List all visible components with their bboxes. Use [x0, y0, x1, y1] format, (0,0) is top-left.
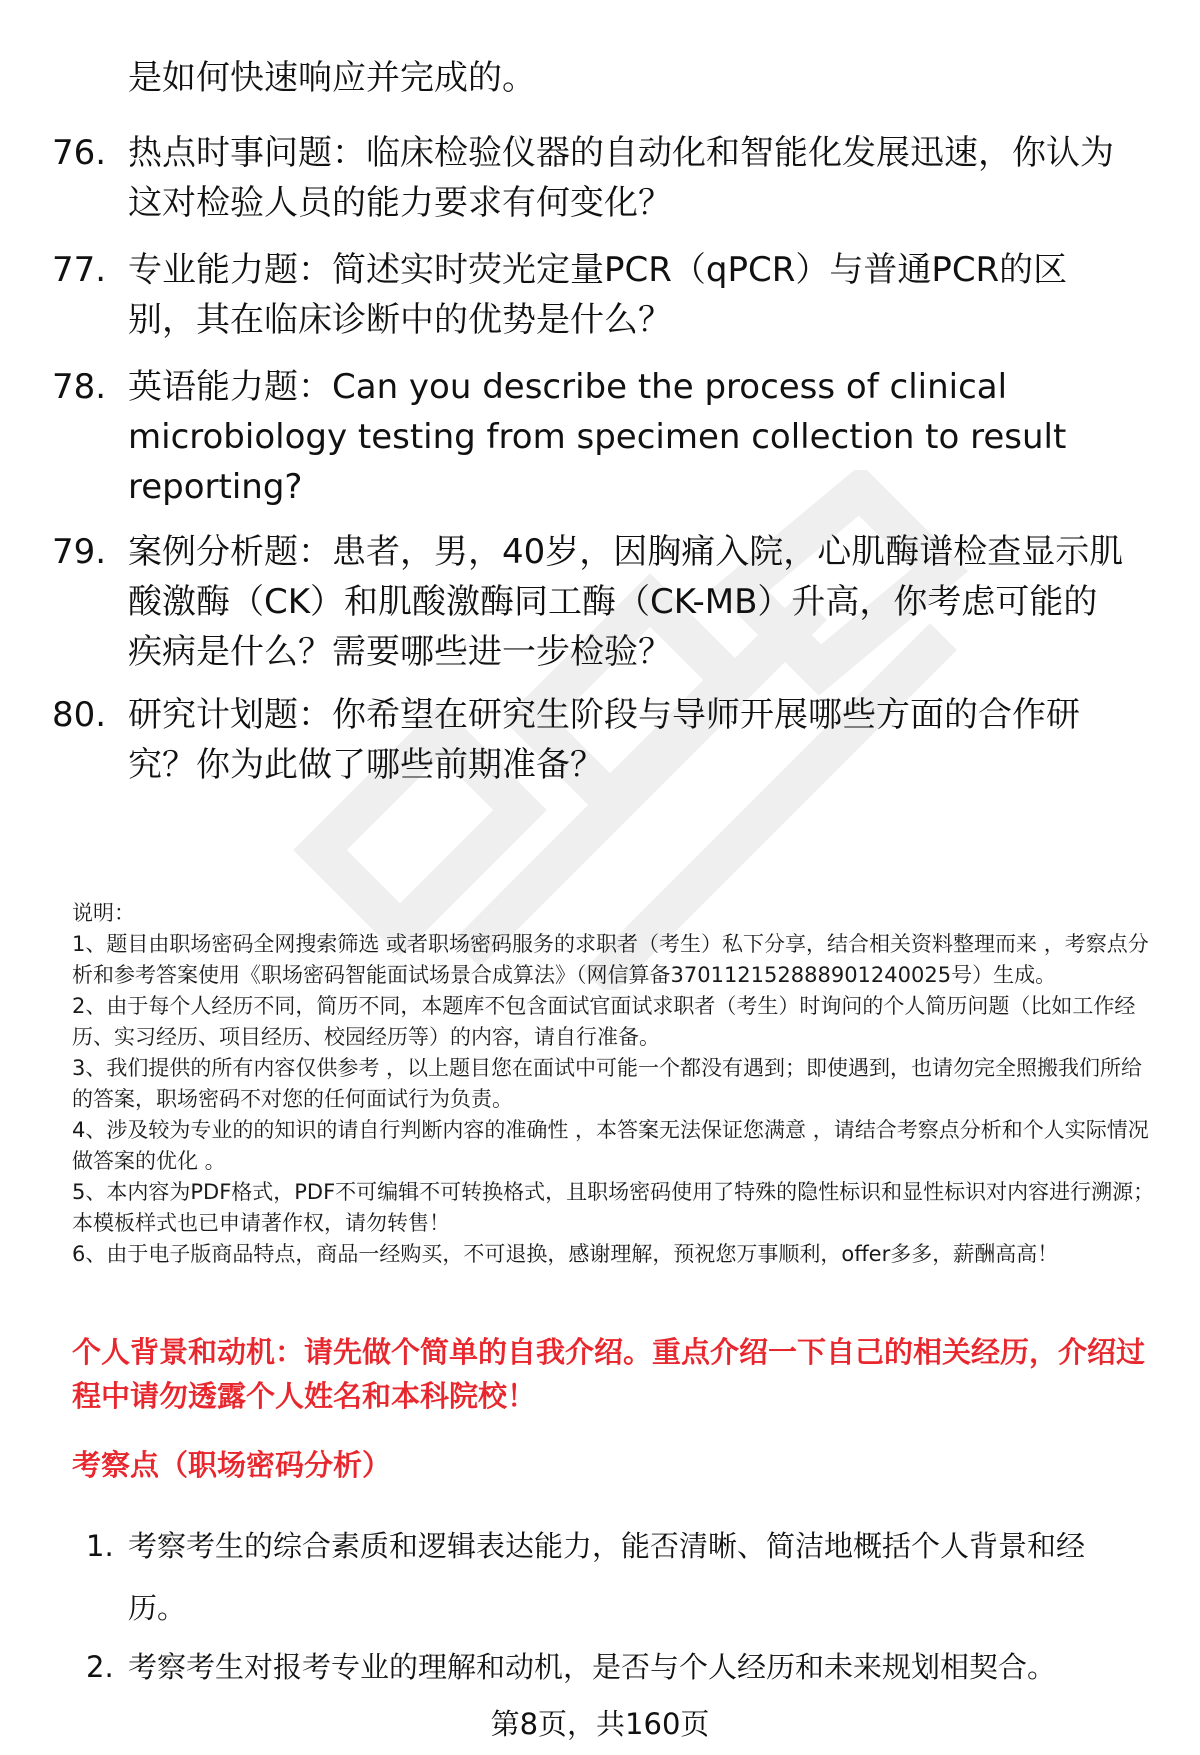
question-number: 77. — [52, 250, 107, 290]
section-subtitle: 考察点（职场密码分析） — [72, 1448, 392, 1482]
question-text: 专业能力题：简述实时荧光定量PCR（qPCR）与普通PCR的区别，其在临床诊断中的优势是什么？ — [128, 250, 1068, 340]
question-text: 案例分析题：患者，男，40岁，因胸痛入院，心肌酶谱检查显示肌酸激酶（CK）和肌酸激酶同工酶（CK-MB）升高，你考虑可能的疾病是什么？需要哪些进一步检验？ — [128, 532, 1124, 672]
question-text: 研究计划题：你希望在研究生阶段与导师开展哪些方面的合作研究？你为此做了哪些前期准备？ — [128, 695, 1080, 785]
question-text: 英语能力题：Can you describe the process of clinical microbiology testing from specimen collection to result reporting? — [128, 367, 1067, 507]
question-number: 80. — [52, 695, 107, 735]
point-number: 2. — [86, 1650, 114, 1684]
point-text: 考察考生对报考专业的理解和动机，是否与个人经历和未来规划相契合。 — [128, 1650, 1057, 1684]
question-text: 热点时事问题：临床检验仪器的自动化和智能化发展迅速，你认为这对检验人员的能力要求有何变化？ — [128, 133, 1114, 223]
note-item: 5、本内容为PDF格式，PDF不可编辑不可转换格式，且职场密码使用了特殊的隐性标识和显性标识对内容进行溯源；本模板样式也已申请著作权，请勿转售！ — [72, 1180, 1155, 1235]
question-number: 78. — [52, 367, 107, 407]
section-title: 个人背景和动机：请先做个简单的自我介绍。重点介绍一下自己的相关经历，介绍过程中请勿透露个人姓名和本科院校！ — [72, 1335, 1146, 1413]
note-item: 2、由于每个人经历不同，简历不同，本题库不包含面试官面试求职者（考生）时询问的个人简历问题（比如工作经历、实习经历、项目经历、校园经历等）的内容，请自行准备。 — [72, 994, 1136, 1049]
note-item: 1、题目由职场密码全网搜索筛选 或者职场密码服务的求职者（考生）私下分享，结合相关资料整理而来 ，考察点分析和参考答案使用《职场密码智能面试场景合成算法》（网信算备370112152888901240025号）生成。 — [72, 932, 1149, 987]
note-item: 3、我们提供的所有内容仅供参考 ，以上题目您在面试中可能一个都没有遇到；即使遇到，也请勿完全照搬我们所给的答案，职场密码不对您的任何面试行为负责。 — [72, 1056, 1143, 1111]
question-number: 76. — [52, 133, 107, 173]
question-number: 79. — [52, 532, 107, 572]
page-footer: 第8页，共160页 — [490, 1707, 710, 1741]
note-item: 4、涉及较为专业的的知识的请自行判断内容的准确性 ，本答案无法保证您满意 ，请结合考察点分析和个人实际情况做答案的优化 。 — [72, 1118, 1149, 1173]
point-text: 考察考生的综合素质和逻辑表达能力，能否清晰、简洁地概括个人背景和经历。 — [128, 1529, 1086, 1625]
notes-heading: 说明： — [72, 901, 135, 925]
note-item: 6、由于电子版商品特点，商品一经购买，不可退换，感谢理解，预祝您万事顺利，offer多多，薪酬高高！ — [72, 1242, 1059, 1266]
point-number: 1. — [86, 1529, 114, 1563]
notes-section — [72, 898, 1162, 1270]
continuation-text: 是如何快速响应并完成的。 — [128, 58, 536, 98]
